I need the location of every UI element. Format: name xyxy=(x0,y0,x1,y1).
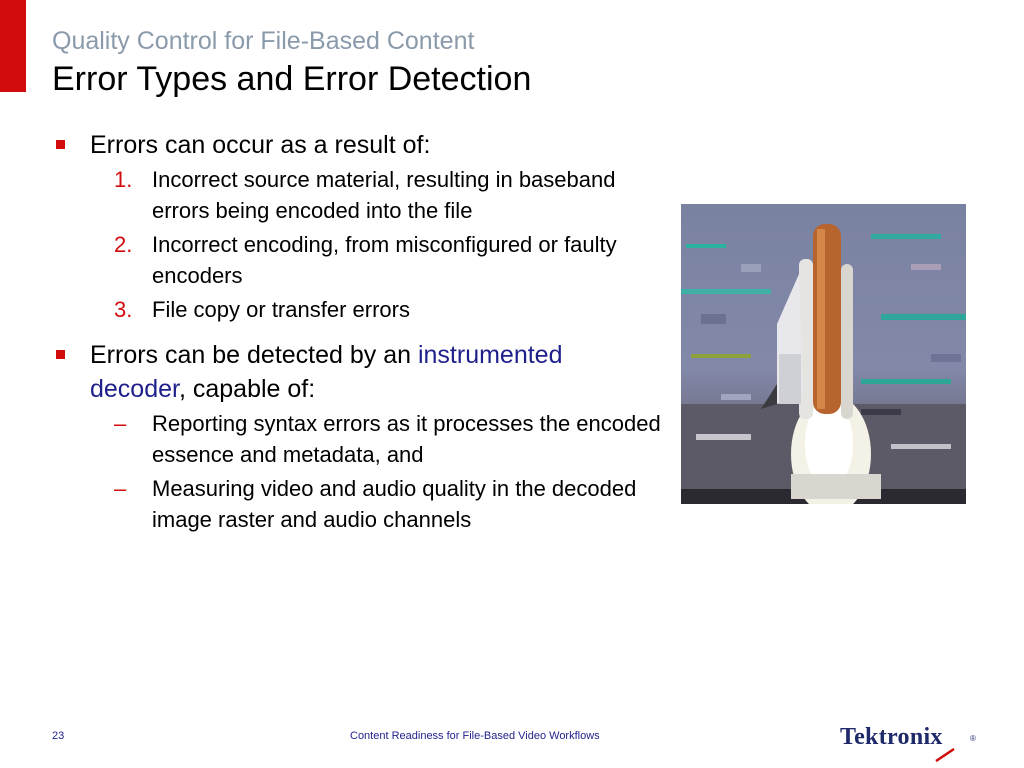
list-item-text: Reporting syntax errors as it processes the encoded essence and metadata, and xyxy=(152,411,661,467)
list-item-text: Incorrect source material, resulting in baseband errors being encoded into the file xyxy=(152,167,616,223)
slide-body xyxy=(52,128,662,538)
list-item xyxy=(52,229,662,291)
dash-marker: – xyxy=(114,476,127,501)
list-item-text: Incorrect encoding, from misconfigured or faulty encoders xyxy=(152,232,617,288)
registered-mark: ® xyxy=(970,734,976,743)
list-item xyxy=(52,473,662,535)
numbered-list xyxy=(52,164,662,325)
list-item-text: File copy or transfer errors xyxy=(152,297,410,322)
highlight-term: instrumented decoder xyxy=(90,341,563,403)
bullet-error-sources xyxy=(52,128,662,162)
logo-wordmark: Tektronix xyxy=(840,724,943,750)
slide-title: Error Types and Error Detection xyxy=(52,60,532,98)
list-item xyxy=(52,408,662,470)
accent-bar xyxy=(0,0,26,92)
list-number: 1. xyxy=(114,167,133,192)
list-item xyxy=(52,164,662,226)
logo-swoosh-icon xyxy=(934,748,958,762)
corrupted-video-frame xyxy=(681,204,966,504)
slide-subtitle: Quality Control for File-Based Content xyxy=(52,27,475,55)
bullet-text: Errors can occur as a result of: xyxy=(90,131,431,159)
list-number: 2. xyxy=(114,232,133,257)
list-number: 3. xyxy=(114,297,133,322)
tektronix-logo xyxy=(838,724,988,764)
dash-list xyxy=(52,408,662,535)
dash-marker: – xyxy=(114,411,127,436)
list-item xyxy=(52,294,662,325)
list-item-text: Measuring video and audio quality in the decoded image raster and audio channels xyxy=(152,476,637,532)
square-bullet-icon xyxy=(56,350,65,359)
footer-text: Content Readiness for File-Based Video Workflows xyxy=(350,730,600,742)
square-bullet-icon xyxy=(56,140,65,149)
shuttle-launch-image xyxy=(681,204,966,504)
page-number: 23 xyxy=(52,730,65,742)
bullet-text-after: , capable of: xyxy=(178,375,316,403)
bullet-error-detection xyxy=(52,338,662,406)
bullet-text-before: Errors can be detected by an xyxy=(90,341,418,369)
